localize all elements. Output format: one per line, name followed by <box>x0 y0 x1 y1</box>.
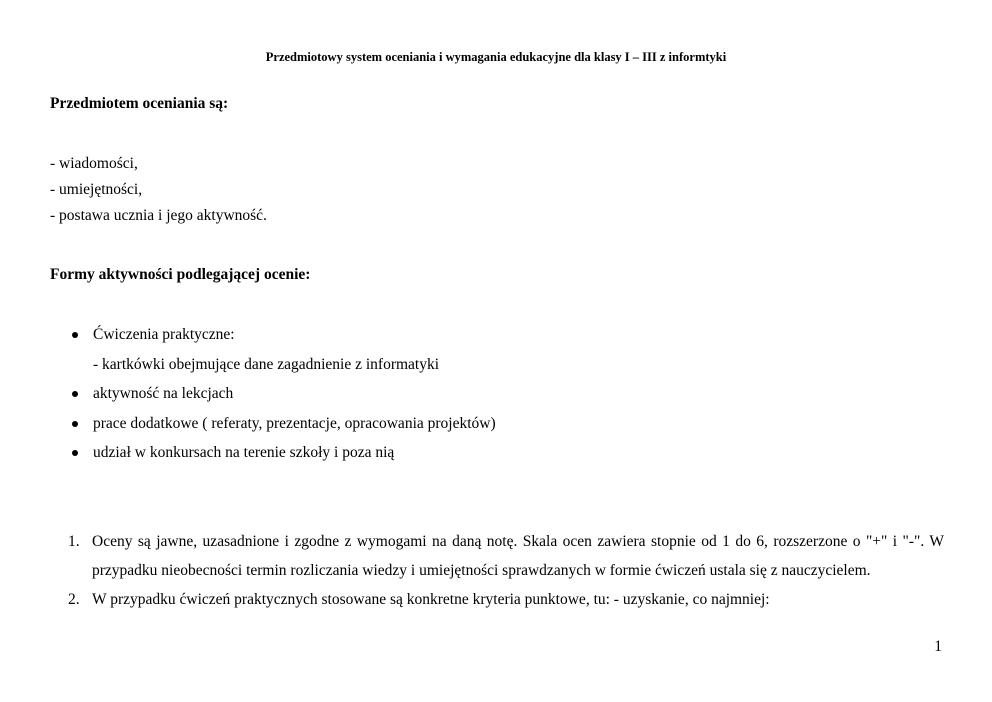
bullet-icon <box>72 391 78 397</box>
bullet-icon <box>72 450 78 456</box>
bullet-item-text: Ćwiczenia praktyczne: <box>93 326 235 343</box>
document-title: Przedmiotowy system oceniania i wymagania edukacyjne dla klasy I – III z informtyki <box>265 50 727 64</box>
item-number: 1. <box>68 533 80 550</box>
list-item: - umiejętności, <box>50 181 143 198</box>
numbered-item <box>68 585 944 614</box>
section-heading-assessment-subject: Przedmiotem oceniania są: <box>50 95 229 112</box>
bullet-item <box>72 438 496 468</box>
list-item: - wiadomości, <box>50 155 138 172</box>
section-heading-activity-forms: Formy aktywności podlegającej ocenie: <box>50 266 311 283</box>
numbered-item <box>68 527 944 585</box>
bullet-icon <box>72 332 78 338</box>
numbered-rules-list <box>68 527 944 614</box>
bullet-item <box>72 379 496 409</box>
assessment-subject-list <box>50 151 267 229</box>
page-number: 1 <box>934 638 942 655</box>
bullet-item-text: prace dodatkowe ( referaty, prezentacje, opracowania projektów) <box>93 414 496 432</box>
bullet-icon <box>72 421 78 427</box>
numbered-item-text: Oceny są jawne, uzasadnione i zgodne z wymogami na daną notę. Skala ocen zawiera stopnie od 1 do 6, rozszerzone o "+" i "-". W przypadku nieobecności termin rozliczania wiedzy i umiejętności sprawdzanych w formie ćwiczeń ustala się z nauczycielem. <box>92 533 944 579</box>
numbered-item-text: W przypadku ćwiczeń praktycznych stosowane są konkretne kryteria punktowe, tu: - uzyskanie, co najmniej: <box>92 591 770 608</box>
list-item: - postawa ucznia i jego aktywność. <box>50 207 267 224</box>
item-number: 2. <box>68 591 80 608</box>
bullet-item <box>72 409 496 439</box>
bullet-item-text: udział w konkursach na terenie szkoły i poza nią <box>93 444 395 461</box>
activity-forms-list <box>72 320 496 468</box>
bullet-sub-item: - kartkówki obejmujące dane zagadnienie z informatyki <box>93 355 440 373</box>
bullet-item-text: aktywność na lekcjach <box>93 385 234 402</box>
bullet-item <box>72 320 496 379</box>
